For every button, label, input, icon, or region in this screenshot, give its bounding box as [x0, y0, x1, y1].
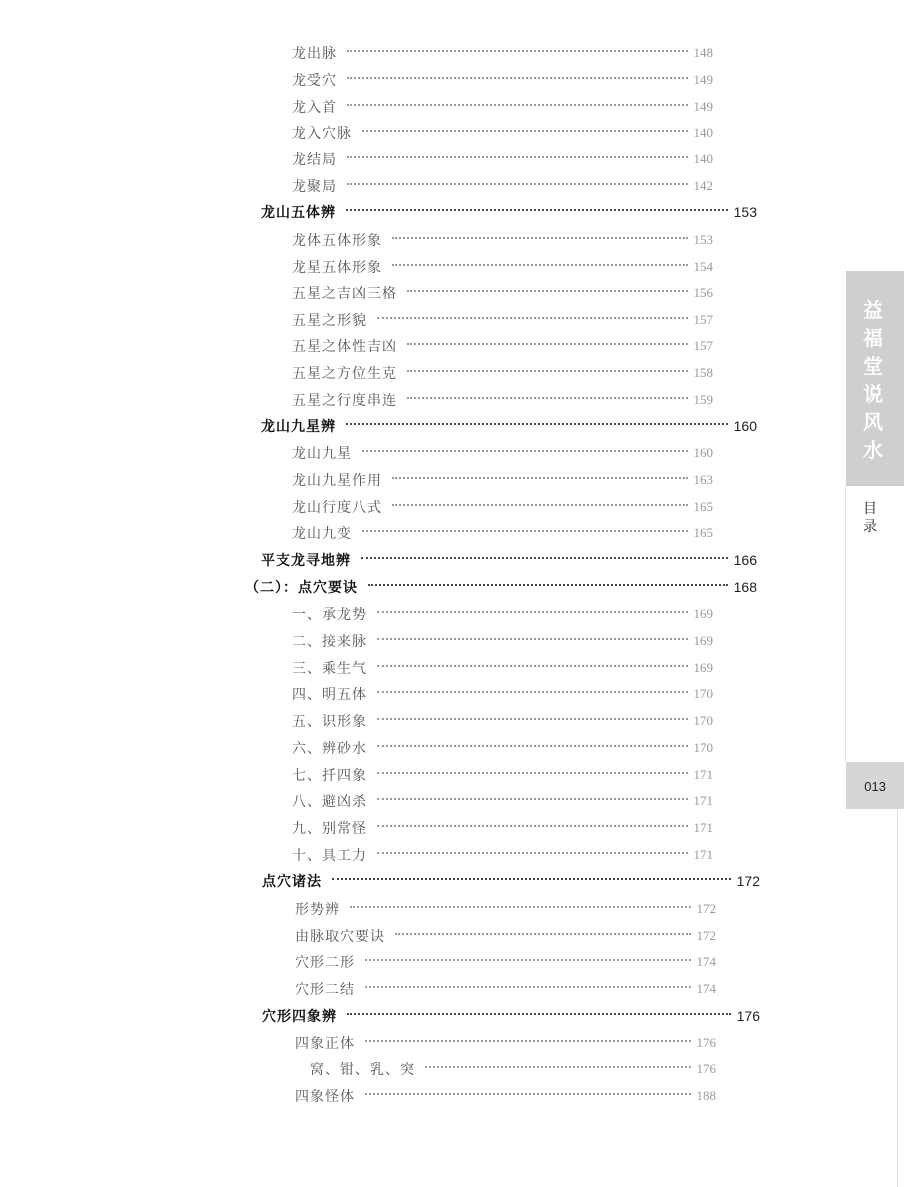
toc-entry[interactable]: [292, 442, 713, 464]
dot-leader: [365, 1040, 691, 1042]
dot-leader: [365, 959, 691, 961]
toc-entry[interactable]: [292, 522, 713, 544]
toc-entry-title: 龙星五体形象: [292, 260, 382, 276]
toc-entry[interactable]: [292, 630, 713, 652]
toc-entry-title: 八、避凶杀: [292, 794, 367, 810]
toc-entry-title: 五星之方位生克: [292, 366, 397, 382]
toc-section-entry[interactable]: [261, 415, 757, 437]
toc-section-entry[interactable]: [261, 201, 757, 223]
toc-entry-page: 149: [693, 99, 713, 114]
book-title: 益福堂说风水: [863, 298, 883, 462]
toc-section-entry[interactable]: [245, 576, 757, 598]
toc-entry-page: 165: [693, 525, 713, 540]
toc-entry-page: 169: [693, 660, 713, 675]
toc-entry-title: 四象怪体: [295, 1089, 355, 1105]
toc-entry-title: 龙体五体形象: [292, 233, 382, 249]
dot-leader: [377, 665, 688, 667]
dot-leader: [377, 718, 688, 720]
toc-entry-title: 龙山九变: [292, 526, 352, 542]
dot-leader: [361, 557, 728, 559]
dot-leader: [377, 772, 688, 774]
toc-entry-title: 龙结局: [292, 152, 337, 168]
toc-entry[interactable]: [292, 282, 713, 304]
toc-entry-title: 龙山五体辨: [261, 205, 336, 221]
dot-leader: [347, 156, 688, 158]
dot-leader: [347, 104, 688, 106]
toc-entry[interactable]: [292, 764, 713, 786]
toc-entry-title: 七、扦四象: [292, 768, 367, 784]
toc-entry-page: 170: [693, 713, 713, 728]
toc-entry-title: 龙山九星辨: [261, 419, 336, 435]
toc-entry[interactable]: [292, 469, 713, 491]
toc-entry-page: 188: [696, 1088, 716, 1103]
toc-entry[interactable]: [295, 1085, 716, 1107]
toc-entry-title: 四象正体: [295, 1036, 355, 1052]
page-edge-line: [897, 809, 898, 1187]
toc-entry-page: 160: [693, 445, 713, 460]
dot-leader: [362, 530, 688, 532]
toc-entry-title: 五、识形象: [292, 714, 367, 730]
dot-leader: [347, 50, 688, 52]
toc-entry-page: 160: [733, 418, 757, 434]
toc-entry[interactable]: [292, 790, 713, 812]
dot-leader: [392, 237, 688, 239]
toc-entry-title: 龙入穴脉: [292, 126, 352, 142]
toc-entry-page: 172: [696, 928, 716, 943]
toc-entry-title: 窝、钳、乳、突: [310, 1062, 415, 1078]
toc-entry-page: 165: [693, 499, 713, 514]
toc-entry-page: 174: [696, 954, 716, 969]
toc-entry-title: 六、辨砂水: [292, 741, 367, 757]
dot-leader: [347, 1013, 731, 1015]
toc-entry[interactable]: [292, 122, 713, 144]
toc-entry[interactable]: [292, 683, 713, 705]
toc-entry-page: 171: [693, 847, 713, 862]
page-number: 013: [864, 779, 886, 794]
dot-leader: [377, 745, 688, 747]
dot-leader: [407, 370, 688, 372]
toc-entry-title: 三、乘生气: [292, 661, 367, 677]
dot-leader: [346, 209, 728, 211]
toc-entry[interactable]: [292, 335, 713, 357]
toc-entry-title: 平支龙寻地辨: [261, 553, 351, 569]
toc-entry[interactable]: [295, 951, 716, 973]
toc-entry[interactable]: [292, 229, 713, 251]
toc-entry-title: 穴形二形: [295, 955, 355, 971]
dot-leader: [365, 986, 691, 988]
toc-entry[interactable]: [292, 175, 713, 197]
toc-entry-title: 点穴诸法: [262, 874, 322, 890]
dot-leader: [365, 1093, 691, 1095]
toc-entry[interactable]: [292, 309, 713, 331]
toc-entry[interactable]: [310, 1058, 716, 1080]
toc-entry[interactable]: [295, 898, 716, 920]
toc-entry-title: 五星之体性吉凶: [292, 339, 397, 355]
toc-entry[interactable]: [292, 657, 713, 679]
toc-entry-page: 142: [693, 178, 713, 193]
toc-entry-title: （二）：点穴要诀: [245, 580, 358, 596]
toc-entry[interactable]: [292, 496, 713, 518]
toc-entry-title: 形势辨: [295, 902, 340, 918]
toc-entry-title: 二、接来脉: [292, 634, 367, 650]
toc-entry-page: 176: [736, 1008, 760, 1024]
toc-entry-page: 157: [693, 338, 713, 353]
dot-leader: [377, 825, 688, 827]
toc-entry[interactable]: [292, 69, 713, 91]
toc-entry-page: 163: [693, 472, 713, 487]
toc-entry-title: 九、别常怪: [292, 821, 367, 837]
toc-entry-title: 穴形四象辨: [262, 1009, 337, 1025]
section-label: 目录: [863, 501, 877, 535]
dot-leader: [407, 397, 688, 399]
toc-entry-page: 159: [693, 392, 713, 407]
toc-entry[interactable]: [295, 978, 716, 1000]
toc-entry[interactable]: [292, 96, 713, 118]
dot-leader: [395, 933, 691, 935]
toc-entry-page: 172: [696, 901, 716, 916]
toc-entry[interactable]: [295, 1032, 716, 1054]
toc-entry-title: 龙聚局: [292, 179, 337, 195]
toc-entry-title: 四、明五体: [292, 687, 367, 703]
toc-entry-title: 龙受穴: [292, 73, 337, 89]
toc-entry[interactable]: [295, 925, 716, 947]
dot-leader: [392, 504, 688, 506]
toc-entry-page: 153: [693, 232, 713, 247]
dot-leader: [425, 1066, 691, 1068]
dot-leader: [377, 611, 688, 613]
toc-entry[interactable]: [292, 42, 713, 64]
toc-entry-title: 十、具工力: [292, 848, 367, 864]
dot-leader: [377, 638, 688, 640]
toc-section-entry[interactable]: [261, 549, 757, 571]
toc-entry-page: 156: [693, 285, 713, 300]
toc-entry-page: 168: [733, 579, 757, 595]
dot-leader: [407, 290, 688, 292]
dot-leader: [350, 906, 691, 908]
toc-entry-page: 176: [696, 1061, 716, 1076]
toc-entry-title: 五星之吉凶三格: [292, 286, 397, 302]
toc-entry-page: 148: [693, 45, 713, 60]
toc-entry-title: 一、承龙势: [292, 607, 367, 623]
dot-leader: [346, 423, 728, 425]
toc-entry-page: 149: [693, 72, 713, 87]
dot-leader: [407, 343, 688, 345]
dot-leader: [377, 691, 688, 693]
toc-entry[interactable]: [292, 148, 713, 170]
toc-entry-page: 169: [693, 606, 713, 621]
toc-entry-page: 171: [693, 820, 713, 835]
toc-entry[interactable]: [292, 710, 713, 732]
toc-entry-title: 龙山行度八式: [292, 500, 382, 516]
toc-entry[interactable]: [292, 844, 713, 866]
toc-entry-page: 140: [693, 151, 713, 166]
toc-entry-title: 龙山九星作用: [292, 473, 382, 489]
toc-entry[interactable]: [292, 817, 713, 839]
dot-leader: [347, 183, 688, 185]
toc-entry-title: 穴形二结: [295, 982, 355, 998]
toc-entry[interactable]: [292, 737, 713, 759]
toc-entry-page: 171: [693, 767, 713, 782]
toc-section-entry[interactable]: [262, 1005, 760, 1027]
toc-entry-page: 172: [736, 873, 760, 889]
toc-entry[interactable]: [292, 603, 713, 625]
dot-leader: [377, 317, 688, 319]
toc-entry-page: 153: [733, 204, 757, 220]
toc-entry-title: 龙出脉: [292, 46, 337, 62]
dot-leader: [347, 77, 688, 79]
dot-leader: [332, 878, 731, 880]
toc-entry-title: 五星之行度串连: [292, 393, 397, 409]
toc-entry-title: 龙山九星: [292, 446, 352, 462]
dot-leader: [362, 130, 688, 132]
dot-leader: [392, 264, 688, 266]
toc-entry-page: 170: [693, 686, 713, 701]
toc-entry-page: 170: [693, 740, 713, 755]
toc-entry-title: 龙入首: [292, 100, 337, 116]
toc-entry-page: 154: [693, 259, 713, 274]
dot-leader: [368, 584, 728, 586]
toc-entry-page: 169: [693, 633, 713, 648]
toc-entry-page: 166: [733, 552, 757, 568]
toc-entry[interactable]: [292, 362, 713, 384]
toc-entry-page: 140: [693, 125, 713, 140]
toc-entry-page: 174: [696, 981, 716, 996]
dot-leader: [377, 852, 688, 854]
toc-entry-title: 由脉取穴要诀: [295, 929, 385, 945]
dot-leader: [362, 450, 688, 452]
toc-entry-page: 176: [696, 1035, 716, 1050]
toc-section-entry[interactable]: [262, 870, 760, 892]
toc-entry-page: 158: [693, 365, 713, 380]
toc-entry-title: 五星之形貌: [292, 313, 367, 329]
dot-leader: [392, 477, 688, 479]
dot-leader: [377, 798, 688, 800]
toc-entry[interactable]: [292, 389, 713, 411]
toc-entry[interactable]: [292, 256, 713, 278]
toc-entry-page: 171: [693, 793, 713, 808]
toc-entry-page: 157: [693, 312, 713, 327]
